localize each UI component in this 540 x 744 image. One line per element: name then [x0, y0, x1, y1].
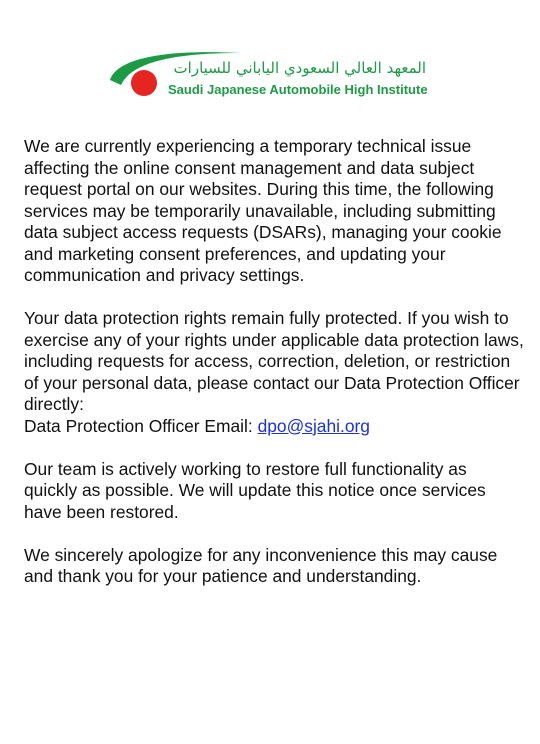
notice-content: [24, 136, 524, 609]
notice-paragraph-issue: We are currently experiencing a temporary technical issue affecting the online consent management and data subject request portal on our websites. During this time, the following services may be temporarily unavailable, including submitting data subject access requests (DSARs), managing your cookie and marketing consent preferences, and updating your communication and privacy settings.: [24, 136, 502, 285]
institute-logo: [108, 47, 438, 103]
notice-paragraph-restore: Our team is actively working to restore full functionality as quickly as possible. We will update this notice once services have been restored.: [24, 458, 486, 522]
dpo-email-link[interactable]: dpo@sjahi.org: [257, 415, 370, 436]
notice-paragraph-rights: [24, 308, 524, 437]
rights-text: Your data protection rights remain fully protected. If you wish to exercise any of your rights under applicable data protection laws, including requests for access, correction, deletion, or restriction of your personal data, please contact our Data Protection Officer directly:: [24, 308, 524, 414]
dpo-label: Data Protection Officer Email:: [24, 415, 258, 436]
logo-arabic-name: المعهد العالي السعودي الياباني للسيارات: [173, 59, 426, 77]
notice-paragraph-apology: We sincerely apologize for any inconvenience this may cause and thank you for your patience and understanding.: [24, 544, 498, 586]
logo-english-name: Saudi Japanese Automobile High Institute: [168, 82, 428, 97]
